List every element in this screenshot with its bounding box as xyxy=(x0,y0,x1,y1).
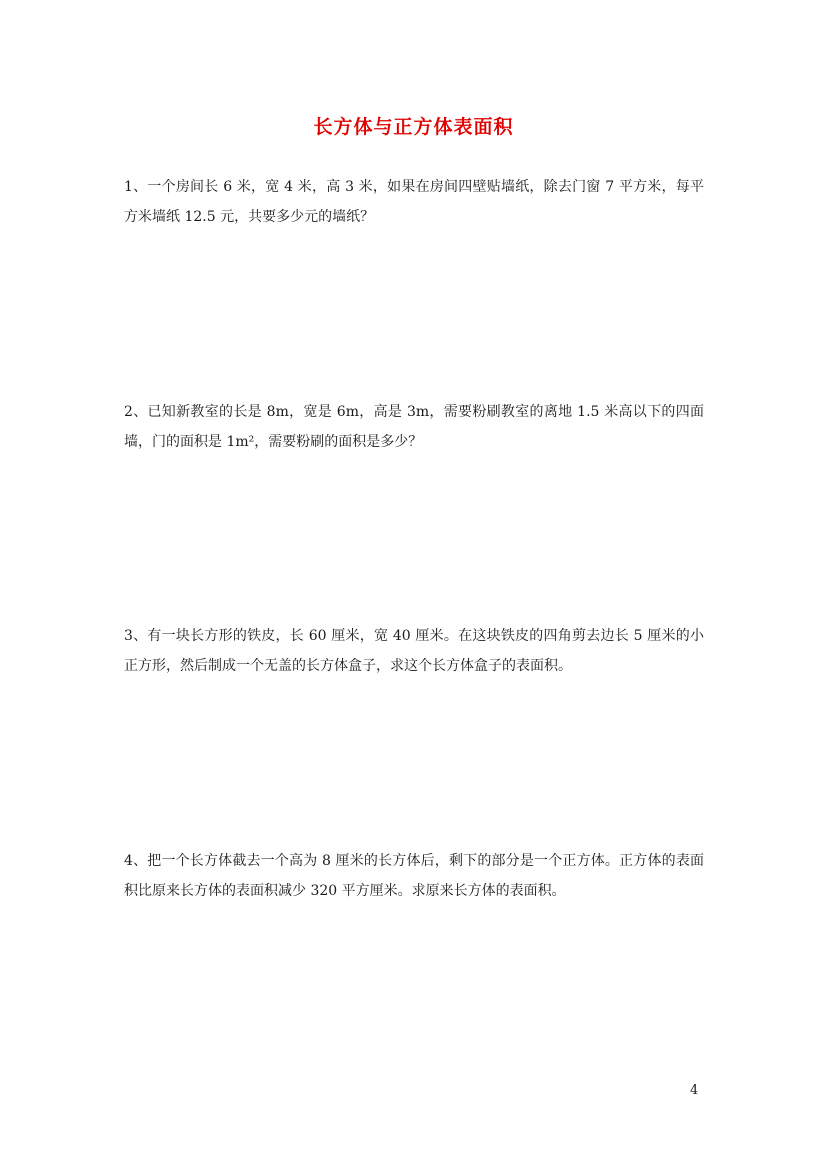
question-4: 4、把一个长方体截去一个高为 8 厘米的长方体后，剩下的部分是一个正方体。正方体的表面积比原来长方体的表面积减少 320 平方厘米。求原来长方体的表面积。 xyxy=(124,853,704,899)
page-number: 4 xyxy=(690,1083,699,1098)
document-title: 长方体与正方体表面积 xyxy=(313,116,514,138)
question-2: 2、已知新教室的长是 8m，宽是 6m，高是 3m，需要粉刷教室的离地 1.5 米高以下的四面墙，门的面积是 1m²，需要粉刷的面积是多少？ xyxy=(124,404,704,450)
question-1: 1、一个房间长 6 米，宽 4 米，高 3 米，如果在房间四壁贴墙纸，除去门窗 7 平方米，每平方米墙纸 12.5 元，共要多少元的墙纸？ xyxy=(124,179,704,225)
question-3: 3、有一块长方形的铁皮，长 60 厘米，宽 40 厘米。在这块铁皮的四角剪去边长 5 厘米的小正方形，然后制成一个无盖的长方体盒子，求这个长方体盒子的表面积。 xyxy=(124,628,704,674)
